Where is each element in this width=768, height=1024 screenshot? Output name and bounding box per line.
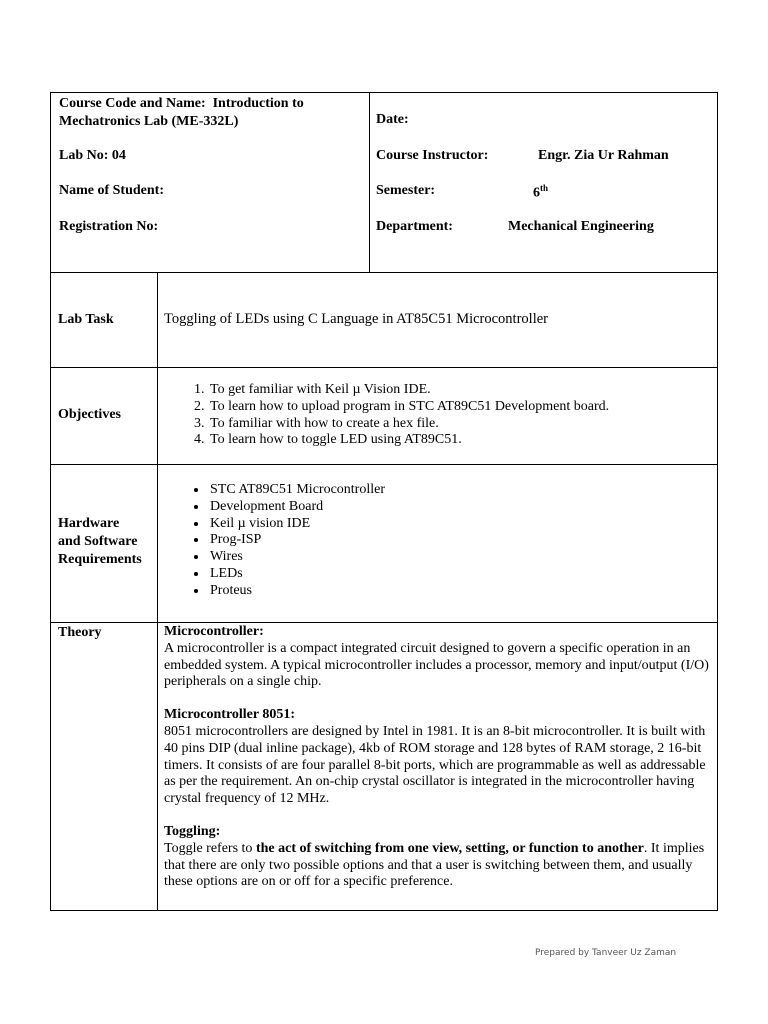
- lab-task-label: Lab Task: [51, 273, 158, 367]
- theory-toggling-title: Toggling:: [164, 823, 221, 839]
- requirements-label-line3: Requirements: [58, 552, 142, 567]
- objective-item: 3. To familiar with how to create a hex file.: [208, 416, 711, 433]
- requirements-label: [51, 465, 158, 622]
- requirements-list: [164, 482, 711, 600]
- theory-8051-title: Microcontroller 8051:: [164, 707, 296, 723]
- requirement-item: • Proteus: [208, 583, 711, 600]
- objectives-label: Objectives: [51, 368, 158, 464]
- theory-label: Theory: [51, 623, 158, 910]
- requirements-label-line2: and Software: [58, 534, 138, 549]
- requirements-label-line1: Hardware: [58, 516, 120, 531]
- header-right-cell: [370, 93, 717, 272]
- lab-sheet: [50, 92, 718, 911]
- objective-item: 2. To learn how to upload program in STC AT89C51 Development board.: [208, 399, 711, 416]
- requirement-item: • STC AT89C51 Microcontroller: [208, 482, 711, 499]
- semester-suffix: th: [540, 183, 549, 193]
- lab-task-row: [50, 273, 718, 368]
- course-code-name: [59, 95, 304, 131]
- semester-label: Semester:: [376, 183, 436, 198]
- requirement-item: • Wires: [208, 549, 711, 566]
- requirements-content: [158, 465, 717, 622]
- theory-microcontroller-text: A microcontroller is a compact integrated circuit designed to govern a specific operation in an embedded system. A typical microcontroller includes a processor, memory and input/output (I/O) peripherals on a single chip.: [164, 640, 709, 690]
- course-name-line2: Mechatronics Lab (ME-332L): [59, 114, 239, 129]
- objective-item: 4. To learn how to toggle LED using AT89C51.: [208, 432, 711, 449]
- toggling-text-end: . It implies that there are only two possible options and that a user is switching between them, and usually these options are on or off for a specific preference.: [164, 840, 705, 890]
- objectives-list: [164, 382, 711, 449]
- theory-microcontroller-title: Microcontroller:: [164, 624, 264, 639]
- course-name-line1: Introduction to: [212, 96, 304, 111]
- theory-8051-text: 8051 microcontrollers are designed by Intel in 1981. It is an 8-bit microcontroller. It is built with 40 pins DIP (dual inline package), 4kb of ROM storage and 128 bytes of RAM storage, 2 16-bit timers. It consists of are four parallel 8-bit ports, which are programmable as well as addressable as per the requirement. An on-chip crystal oscillator is integrated in the microcontroller having crystal frequency of 12 MHz.: [164, 723, 706, 807]
- objectives-row: [50, 368, 718, 465]
- instructor-label: Course Instructor:: [376, 148, 489, 163]
- objectives-content: [158, 368, 717, 464]
- theory-content: [158, 623, 717, 910]
- student-name-label: Name of Student:: [59, 183, 164, 198]
- requirement-item: • LEDs: [208, 566, 711, 583]
- footer-prepared-by: Prepared by Tanveer Uz Zaman: [535, 948, 677, 958]
- registration-label: Registration No:: [59, 219, 159, 234]
- header-row: [50, 92, 718, 273]
- requirement-item: • Development Board: [208, 499, 711, 516]
- date-label: Date:: [376, 112, 409, 127]
- toggling-text-start: Toggle refers to: [164, 840, 256, 856]
- requirement-item: • Prog-ISP: [208, 532, 711, 549]
- course-label: Course Code and Name:: [59, 96, 206, 111]
- semester-number: 6: [533, 185, 540, 201]
- semester-value: [533, 183, 548, 202]
- header-left-cell: [51, 93, 370, 272]
- department-value: Mechanical Engineering: [508, 219, 654, 234]
- requirement-item: • Keil µ vision IDE: [208, 516, 711, 533]
- objective-item: 1. To get familiar with Keil µ Vision IDE.: [208, 382, 711, 399]
- lab-task-text: Toggling of LEDs using C Language in AT85C51 Microcontroller: [164, 311, 548, 327]
- requirements-row: [50, 465, 718, 623]
- instructor-value: Engr. Zia Ur Rahman: [538, 148, 669, 163]
- theory-row: [50, 623, 718, 911]
- lab-no: Lab No: 04: [59, 148, 126, 163]
- toggling-text-bold: the act of switching from one view, setting, or function to another: [255, 840, 644, 856]
- department-label: Department:: [376, 219, 453, 234]
- theory-toggling-text: [164, 841, 711, 891]
